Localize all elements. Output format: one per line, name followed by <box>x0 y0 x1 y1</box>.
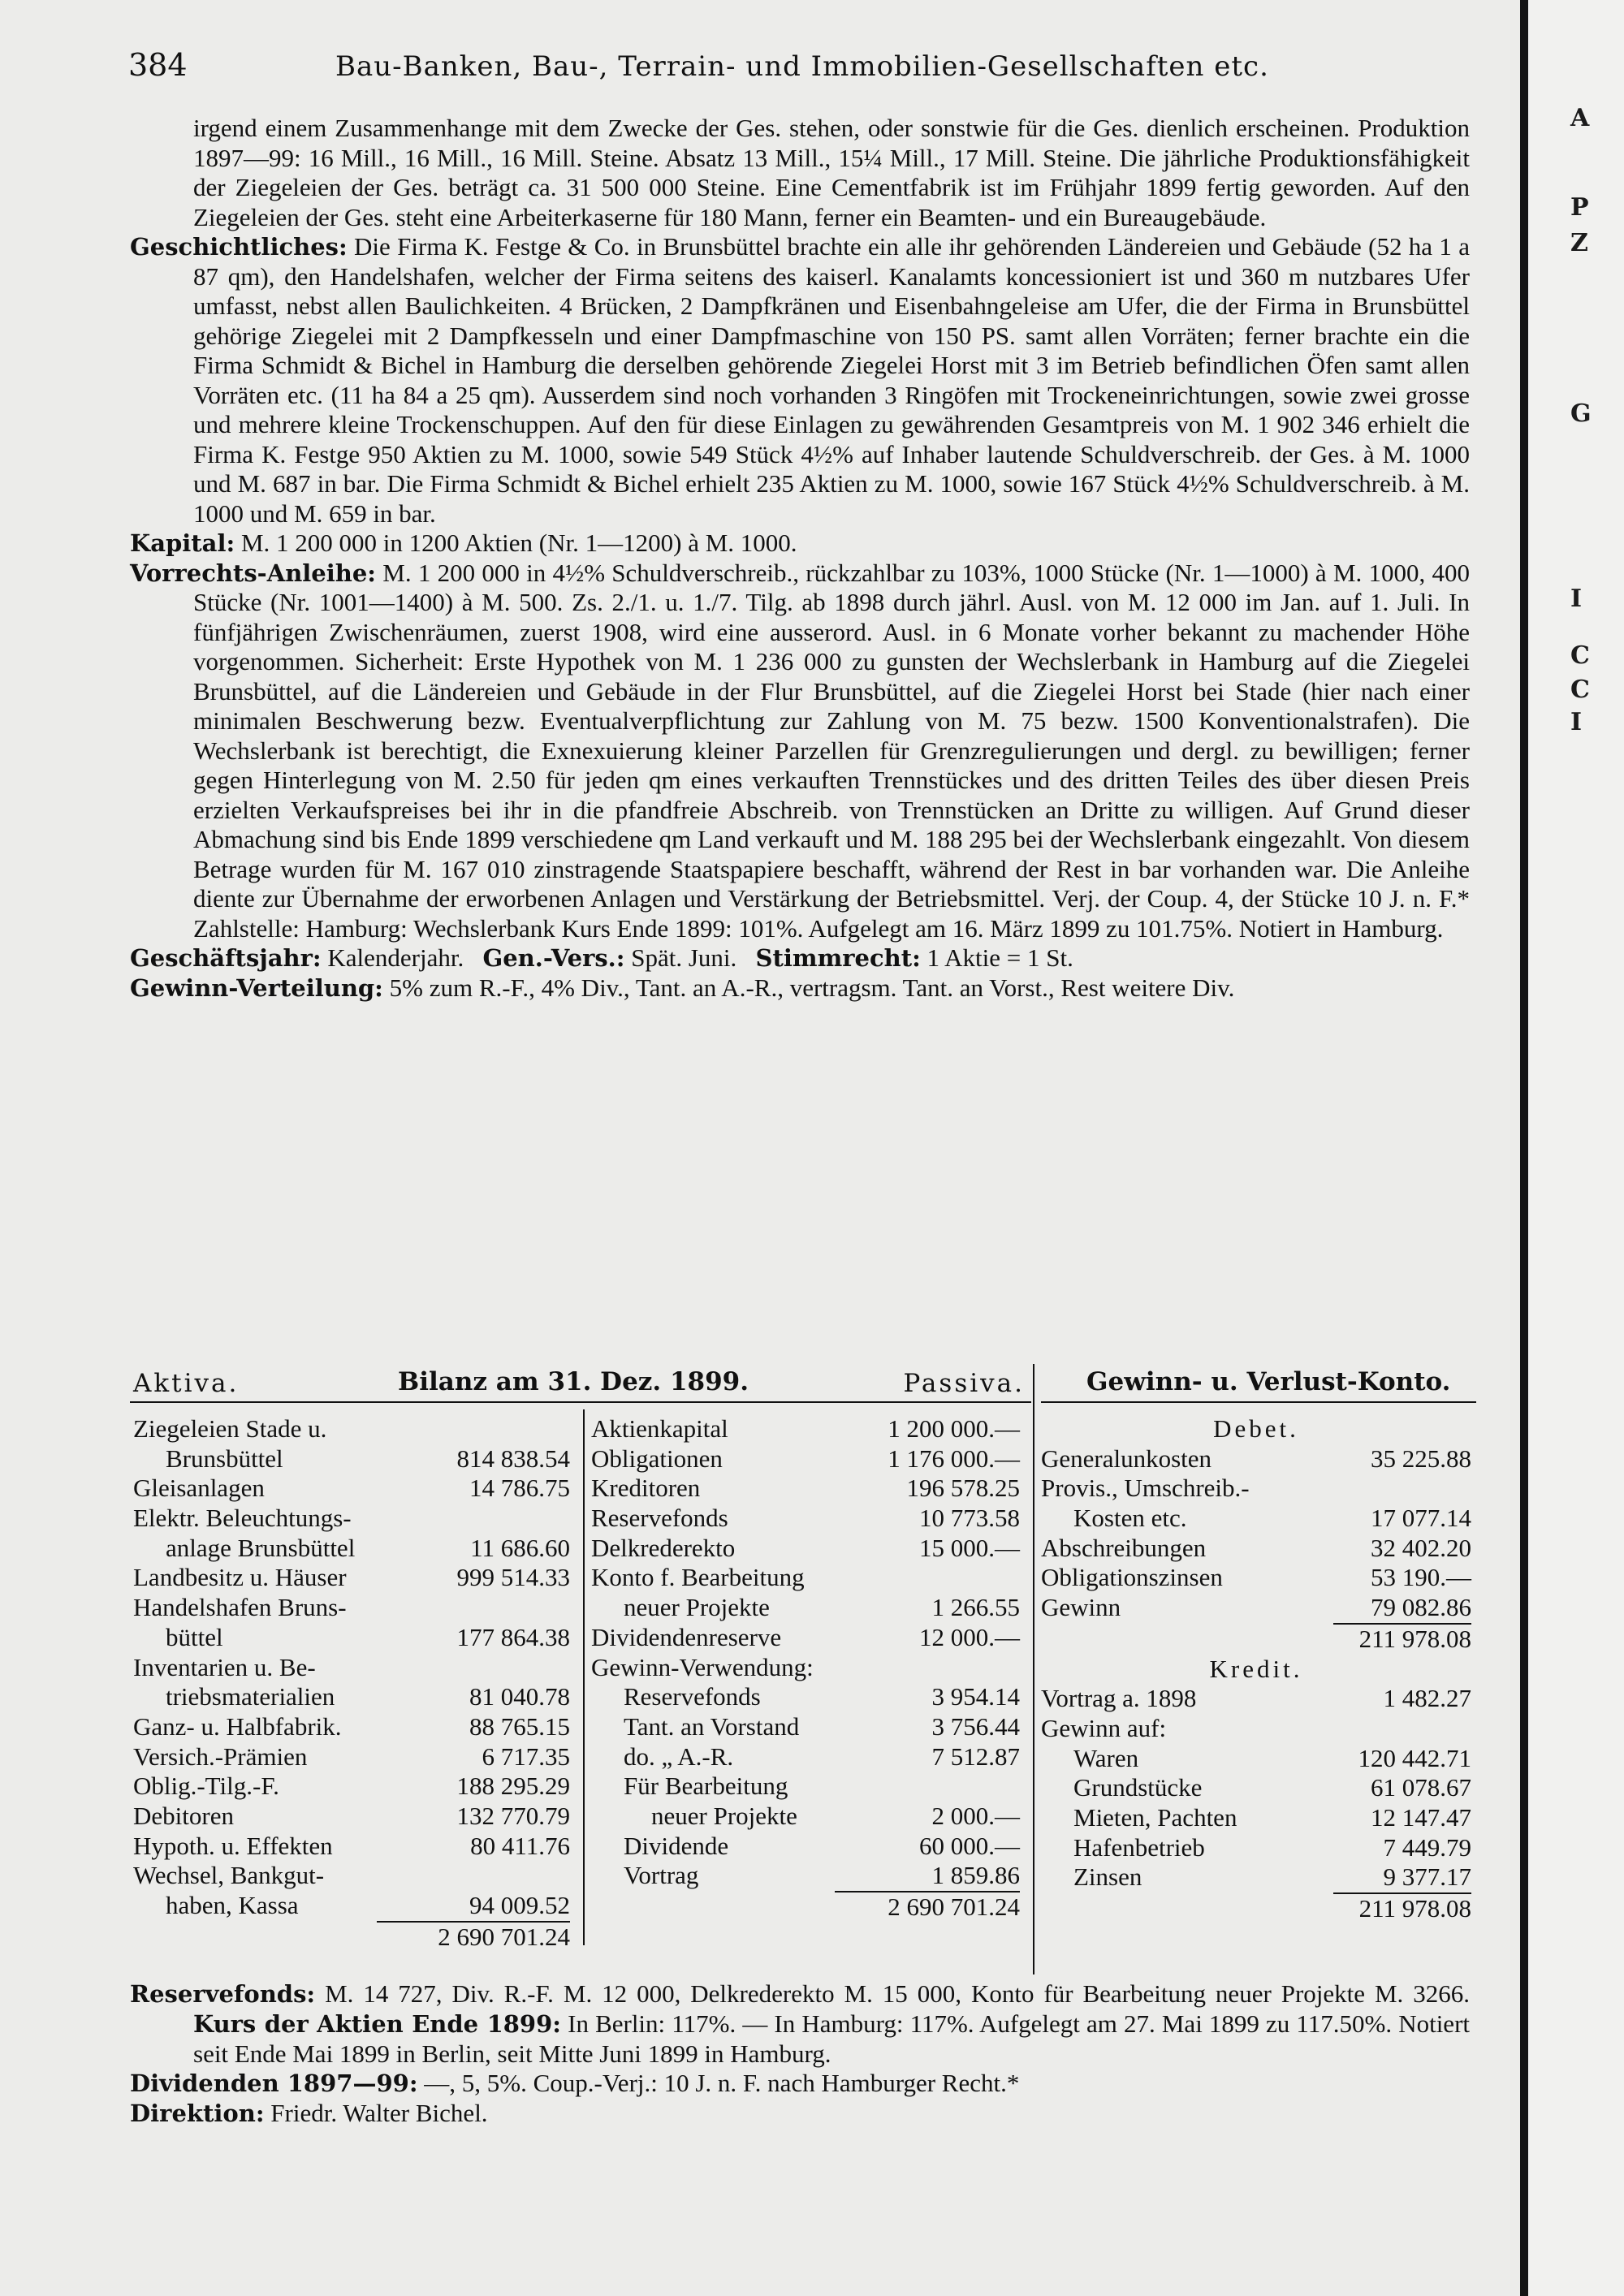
aktiva-item-label: Oblig.-Tilg.-F. <box>133 1772 279 1801</box>
passiva-row <box>591 1861 1020 1891</box>
genvers-label: Gen.-Vers.: <box>482 944 625 972</box>
kredit-row <box>1041 1803 1471 1833</box>
aktiva-row <box>133 1861 570 1891</box>
aktiva-row <box>133 1682 570 1712</box>
kredit-row <box>1041 1833 1471 1863</box>
debet-item-value: 32 402.20 <box>1371 1533 1471 1562</box>
kredit-item-label: Vortrag a. 1898 <box>1041 1684 1197 1713</box>
aktiva-item-label: Inventarien u. Be- <box>133 1652 316 1681</box>
aktiva-item-value: 132 770.79 <box>456 1801 570 1830</box>
debet-item-label: Kosten etc. <box>1073 1504 1187 1533</box>
aktiva-total: 2 690 701.24 <box>438 1922 570 1951</box>
geschaeftsjahr-text: Kalenderjahr. <box>327 943 464 972</box>
aktiva-item-label: Elektr. Beleuchtungs- <box>133 1504 352 1533</box>
passiva-item-label: Konto f. Bearbeitung <box>591 1563 805 1592</box>
aktiva-item-value: 80 411.76 <box>470 1831 570 1860</box>
aktiva-item-value: 6 717.35 <box>482 1741 570 1771</box>
kredit-total: 211 978.08 <box>1358 1894 1471 1923</box>
passiva-item-label: Reservefonds <box>591 1504 728 1533</box>
passiva-item-label: Gewinn-Verwendung: <box>591 1652 814 1681</box>
kredit-item-label: Grundstücke <box>1073 1773 1203 1802</box>
stimmrecht-label: Stimmrecht: <box>755 944 921 972</box>
stimmrecht-text: 1 Aktie = 1 St. <box>926 943 1073 972</box>
company-description <box>130 114 1470 1003</box>
kredit-row <box>1041 1773 1471 1803</box>
debet-item-value: 79 082.86 <box>1371 1593 1471 1622</box>
debet-heading <box>1041 1414 1471 1444</box>
kredit-row <box>1041 1684 1471 1714</box>
aktiva-column <box>133 1414 570 1952</box>
passiva-label: Passiva. <box>903 1369 1025 1398</box>
passiva-item-label: do. „ A.-R. <box>624 1741 734 1771</box>
aktiva-item-value: 188 295.29 <box>456 1772 570 1801</box>
aktiva-item-label: büttel <box>166 1622 223 1651</box>
kredit-item-label: Waren <box>1073 1743 1139 1772</box>
aktiva-item-label: Landbesitz u. Häuser <box>133 1563 347 1592</box>
reservefonds-text: M. 14 727, Div. R.-F. M. 12 000, Delkrederekto M. 15 000, Konto für Bearbeitung neuer Projekte M. 3266. <box>325 1979 1470 2008</box>
kapital-label: Kapital: <box>130 529 235 557</box>
passiva-item-label: neuer Projekte <box>624 1593 770 1622</box>
debet-item-value: 35 225.88 <box>1371 1444 1471 1473</box>
passiva-item-value: 2 000.— <box>931 1801 1020 1830</box>
passiva-row <box>591 1623 1020 1653</box>
aktiva-row <box>133 1712 570 1742</box>
passiva-item-label: neuer Projekte <box>651 1801 797 1830</box>
debet-item-value: 17 077.14 <box>1371 1504 1471 1533</box>
passiva-row <box>591 1832 1020 1862</box>
passiva-row <box>591 1414 1020 1444</box>
running-title: Bau-Banken, Bau-, Terrain- und Immobilien-Gesellschaften etc. <box>335 50 1269 83</box>
aktiva-item-value: 81 040.78 <box>469 1682 570 1711</box>
kredit-item-label: Hafenbetrieb <box>1073 1832 1205 1862</box>
spine-letter: A <box>1570 104 1590 132</box>
passiva-item-value: 12 000.— <box>919 1622 1020 1651</box>
passiva-item-label: Für Bearbeitung <box>624 1772 788 1801</box>
aktiva-row <box>133 1414 570 1444</box>
aktiva-item-label: Ziegeleien Stade u. <box>133 1414 327 1443</box>
debet-row <box>1041 1593 1471 1623</box>
passiva-item-value: 10 773.58 <box>919 1504 1020 1533</box>
debet-item-label: Provis., Umschreib.- <box>1041 1474 1250 1503</box>
reservefonds-paragraph <box>130 1979 1470 2069</box>
genvers-text: Spät. Juni. <box>631 943 737 972</box>
page-number: 384 <box>128 47 188 83</box>
aktiva-item-label: Gleisanlagen <box>133 1474 265 1503</box>
passiva-item-label: Reservefonds <box>624 1682 761 1711</box>
aktiva-item-label: Brunsbüttel <box>166 1444 283 1473</box>
aktiva-item-value: 11 686.60 <box>470 1533 570 1562</box>
guv-title: Gewinn- u. Verlust-Konto. <box>1086 1367 1451 1396</box>
aktiva-row <box>133 1891 570 1921</box>
kredit-item-value: 12 147.47 <box>1371 1802 1471 1832</box>
kapital-paragraph <box>130 529 1470 559</box>
guv-header <box>1041 1364 1476 1403</box>
bilanz-title: Bilanz am 31. Dez. 1899. <box>398 1367 749 1396</box>
gewinn-verteilung-text: 5% zum R.-F., 4% Div., Tant. an A.-R., vertragsm. Tant. an Vorst., Rest weitere Div. <box>389 973 1235 1002</box>
passiva-item-label: Obligationen <box>591 1444 723 1473</box>
aktiva-item-label: Debitoren <box>133 1801 234 1830</box>
passiva-row <box>591 1563 1020 1593</box>
passiva-item-value: 1 200 000.— <box>888 1414 1020 1443</box>
reservefonds-label: Reservefonds: <box>130 1980 316 2008</box>
passiva-row <box>591 1712 1020 1742</box>
aktiva-row <box>133 1474 570 1504</box>
passiva-item-label: Aktienkapital <box>591 1414 728 1443</box>
aktiva-row <box>133 1534 570 1564</box>
vorrechts-anleihe-text: M. 1 200 000 in 4½% Schuldverschreib., rückzahlbar zu 103%, 1000 Stücke (Nr. 1—1000) à M. 1000, 400 Stücke (Nr. 1001—1400) à M. 500. Zs. 2./1. u. 1./7. Tilg. ab 1898 durch jährl. Ausl. von M. 12 000 im Jan. auf 1. Juli. In fünfjährigen Zwischenräumen, zuerst 1908, wird eine ausserord. Ausl. in 6 Monate vorher bekannt zu machender Höhe vorgenommen. Sicherheit: Erste Hypothek von M. 1 236 000 zu gunsten der Wechslerbank in Hamburg auf die Ziegelei Brunsbüttel, auf die Ländereien und Gebäude in der Flur Brunsbüttel, auf die Ziegelei Horst bei Stade (hier nach einer minimalen Beschwerung bezw. Eventualverpflichtung zur Zahlung von M. 75 bezw. 1500 Konventionalstrafen). Die Wechslerbank ist berechtigt, die Exnexuierung kleiner Parzellen für Grenzregulierungen und dergl. zu bewilligen; ferner gegen Hinterlegung von M. 2.50 für jeden qm eines verkauften Trennstückes und des dritten Teiles des über diesen Preis erzielten Verkaufspreises bei ihr in die pfandfreie Abschreib. von Trennstücken an Dritte zu willigen. Auf Grund dieser Abmachung sind bis Ende 1899 verschiedene qm Land verkauft und M. 188 295 bei der Wechslerbank eingezahlt. Von diesem Betrage wurden für M. 167 010 zinstragende Staatspapiere beschafft, während der Rest in bar vorhanden war. Die Anleihe diente zur Übernahme der erworbenen Anlagen und Verstärkung der Betriebsmittel. Verj. der Coup. 4, der Stücke 10 J. n. F.* Zahlstelle: Hamburg: Wechslerbank Kurs Ende 1899: 101%. Aufgelegt am 16. März 1899 zu 101.75%. Notiert in Hamburg. <box>193 558 1471 943</box>
aktiva-row <box>133 1802 570 1832</box>
aktiva-item-value: 999 514.33 <box>456 1563 570 1592</box>
dividenden-text: —, 5, 5%. Coup.-Verj.: 10 J. n. F. nach Hamburger Recht.* <box>424 2069 1020 2098</box>
passiva-item-value: 60 000.— <box>919 1831 1020 1860</box>
aktiva-row <box>133 1444 570 1474</box>
passiva-item-value: 1 176 000.— <box>888 1444 1020 1473</box>
passiva-row <box>591 1772 1020 1802</box>
debet-item-label: Generalunkosten <box>1041 1444 1212 1473</box>
passiva-item-label: Tant. an Vorstand <box>624 1711 800 1741</box>
debet-label: Debet. <box>1213 1414 1299 1443</box>
kapital-text: M. 1 200 000 in 1200 Aktien (Nr. 1—1200) à M. 1000. <box>240 529 797 557</box>
passiva-item-label: Dividende <box>624 1831 729 1860</box>
spine-letter: Z <box>1570 229 1588 257</box>
debet-item-label: Abschreibungen <box>1041 1533 1207 1562</box>
aktiva-row <box>133 1742 570 1772</box>
kredit-item-value: 9 377.17 <box>1383 1862 1471 1892</box>
aktiva-item-label: Ganz- u. Halbfabrik. <box>133 1711 342 1741</box>
kurs-label: Kurs der Aktien Ende 1899: <box>193 2009 561 2038</box>
passiva-item-value: 3 756.44 <box>931 1711 1020 1741</box>
passiva-item-value: 1 859.86 <box>931 1861 1020 1890</box>
passiva-item-label: Vortrag <box>624 1861 699 1890</box>
kredit-item-label: Zinsen <box>1073 1862 1142 1892</box>
debet-item-value: 53 190.— <box>1371 1563 1471 1592</box>
aktiva-item-label: Wechsel, Bankgut- <box>133 1861 325 1890</box>
kredit-item-label: Gewinn auf: <box>1041 1713 1167 1742</box>
intro-paragraph: irgend einem Zusammenhange mit dem Zwecke der Ges. stehen, oder sonstwie für die Ges. dienlich erscheinen. Produktion 1897—99: 16 Mill., 16 Mill., 16 Mill. Steine. Absatz 13 Mill., 15¼ Mill., 17 Mill. Steine. Die jährliche Produktionsfähigkeit der Ziegeleien der Ges. beträgt ca. 31 500 000 Steine. Eine Cementfabrik ist im Frühjahr 1899 fertig geworden. Auf den Ziegeleien der Ges. steht eine Arbeiterkaserne für 180 Mann, ferner ein Beamten- und ein Bureaugebäude. <box>193 114 1470 231</box>
aktiva-label: Aktiva. <box>133 1369 240 1398</box>
aktiva-row <box>133 1504 570 1534</box>
aktiva-item-label: Versich.-Prämien <box>133 1741 308 1771</box>
passiva-row <box>591 1444 1020 1474</box>
passiva-item-label: Dividendenreserve <box>591 1622 782 1651</box>
debet-item-label: Obligationszinsen <box>1041 1563 1223 1592</box>
bilanz-guv-divider <box>1033 1364 1034 1974</box>
aktiva-item-label: Hypoth. u. Effekten <box>133 1831 333 1860</box>
passiva-item-value: 7 512.87 <box>931 1741 1020 1771</box>
spine-letter: I <box>1570 585 1583 613</box>
passiva-row <box>591 1682 1020 1712</box>
debet-total: 211 978.08 <box>1358 1624 1471 1653</box>
dividenden-label: Dividenden 1897—99: <box>130 2069 418 2098</box>
passiva-total-row <box>835 1891 1020 1923</box>
aktiva-item-value: 88 765.15 <box>469 1711 570 1741</box>
kredit-item-value: 1 482.27 <box>1383 1684 1471 1713</box>
passiva-item-value: 15 000.— <box>919 1533 1020 1562</box>
debet-row <box>1041 1504 1471 1534</box>
aktiva-item-value: 14 786.75 <box>469 1474 570 1503</box>
guv-column <box>1041 1414 1471 1924</box>
geschichtliches-text: Die Firma K. Festge & Co. in Brunsbüttel brachte ein alle ihr gehörenden Ländereien und Gebäude (52 ha 1 a 87 qm), den Handelshafen, welcher der Firma seitens des kaiserl. Kanalamts koncessioniert ist und 360 m nutzbares Ufer umfasst, nebst allen Baulichkeiten. 4 Brücken, 2 Dampfkränen und Eisenbahngeleise am Ufer, die der Firma in Brunsbüttel gehörige Ziegelei mit 2 Dampfkesseln und einer Dampfmaschine von 150 PS. samt allen Vorräten; ferner brachte ein die Firma Schmidt & Bichel in Hamburg die derselben gehörende Ziegelei Horst mit 3 im Betrieb befindlichen Öfen samt allen Vorräten etc. (11 ha 84 a 25 qm). Ausserdem sind noch vorhanden 3 Ringöfen mit Trockeneinrichtungen, sowie zwei grosse und mehrere kleine Trockenschuppen. Auf den für diese Einlagen zu gewährenden Gesamtpreis von M. 1 902 346 erhielt die Firma K. Festge 950 Aktien zu M. 1000, sowie 549 Stück 4½% auf Inhaber lautende Schuldverschreib. der Ges. à M. 1000 und M. 687 in bar. Die Firma Schmidt & Bichel erhielt 235 Aktien zu M. 1000, sowie 167 Stück 4½% Schuldverschreib. à M. 1000 und M. 659 in bar. <box>193 232 1470 528</box>
aktiva-row <box>133 1623 570 1653</box>
passiva-item-value: 1 266.55 <box>931 1593 1020 1622</box>
spine-letter: C <box>1570 675 1590 704</box>
direktion-paragraph <box>130 2099 1470 2129</box>
debet-row <box>1041 1444 1471 1474</box>
debet-row <box>1041 1534 1471 1564</box>
kredit-label: Kredit. <box>1209 1654 1303 1683</box>
kredit-total-row <box>1333 1892 1471 1924</box>
running-head <box>128 47 1509 88</box>
passiva-row <box>591 1504 1020 1534</box>
aktiva-item-label: anlage Brunsbüttel <box>166 1533 356 1562</box>
aktiva-row <box>133 1653 570 1683</box>
kredit-heading <box>1041 1655 1471 1685</box>
bilanz-header <box>130 1364 1031 1403</box>
spine-letter: G <box>1570 399 1592 428</box>
kredit-item-value: 61 078.67 <box>1371 1773 1471 1802</box>
passiva-row <box>591 1593 1020 1623</box>
passiva-column <box>591 1414 1020 1923</box>
passiva-item-value: 3 954.14 <box>931 1682 1020 1711</box>
aktiva-item-label: triebsmaterialien <box>166 1682 335 1711</box>
debet-row <box>1041 1474 1471 1504</box>
closing-notes <box>130 1979 1470 2129</box>
aktiva-passiva-divider <box>583 1409 585 1945</box>
passiva-item-label: Delkrederekto <box>591 1533 736 1562</box>
direktion-text: Friedr. Walter Bichel. <box>270 2099 488 2128</box>
direktion-label: Direktion: <box>130 2100 265 2128</box>
gewinn-verteilung-label: Gewinn-Verteilung: <box>130 973 383 1002</box>
kredit-item-label: Mieten, Pachten <box>1073 1802 1237 1832</box>
kurs-text: In Berlin: 117%. — In Hamburg: 117%. Aufgelegt am 27. Mai 1899 zu 117.50%. Notiert seit Ende Mai 1899 in Berlin, seit Mitte Juni 1899 in Hamburg. <box>193 2009 1471 2068</box>
debet-item-label: Gewinn <box>1041 1593 1121 1622</box>
vorrechts-anleihe-paragraph <box>130 559 1470 944</box>
aktiva-item-label: Handelshafen Bruns- <box>133 1593 347 1622</box>
geschaeftsjahr-label: Geschäftsjahr: <box>130 944 322 972</box>
geschichtliches-label: Geschichtliches: <box>130 233 348 261</box>
aktiva-item-value: 177 864.38 <box>456 1622 570 1651</box>
passiva-item-label: Kreditoren <box>591 1474 701 1503</box>
geschaeftsjahr-paragraph <box>130 943 1470 973</box>
passiva-item-value: 196 578.25 <box>906 1474 1020 1503</box>
adjacent-page-edge <box>1520 0 1624 2296</box>
passiva-row <box>591 1802 1020 1832</box>
passiva-row <box>591 1534 1020 1564</box>
kredit-row <box>1041 1714 1471 1744</box>
aktiva-total-row <box>377 1921 570 1953</box>
spine-letter: I <box>1570 708 1583 736</box>
kredit-item-value: 120 442.71 <box>1358 1743 1471 1772</box>
passiva-row <box>591 1474 1020 1504</box>
aktiva-item-value: 94 009.52 <box>469 1891 570 1919</box>
aktiva-row <box>133 1772 570 1802</box>
spine-letter: C <box>1570 641 1590 670</box>
gewinn-verteilung-paragraph <box>130 973 1470 1003</box>
kredit-row <box>1041 1862 1471 1892</box>
spine-letter: P <box>1570 193 1589 222</box>
kredit-item-value: 7 449.79 <box>1383 1832 1471 1862</box>
passiva-row <box>591 1742 1020 1772</box>
aktiva-item-label: haben, Kassa <box>166 1891 299 1919</box>
passiva-total: 2 690 701.24 <box>888 1892 1020 1921</box>
debet-total-row <box>1333 1623 1471 1655</box>
dividenden-paragraph <box>130 2069 1470 2099</box>
debet-row <box>1041 1563 1471 1593</box>
aktiva-item-value: 814 838.54 <box>456 1444 570 1473</box>
geschichtliches-paragraph <box>130 232 1470 529</box>
passiva-row <box>591 1653 1020 1683</box>
vorrechts-anleihe-label: Vorrechts-Anleihe: <box>130 559 376 587</box>
aktiva-row <box>133 1593 570 1623</box>
aktiva-row <box>133 1563 570 1593</box>
financial-statements <box>130 1364 1478 1981</box>
aktiva-row <box>133 1832 570 1862</box>
kredit-row <box>1041 1744 1471 1774</box>
